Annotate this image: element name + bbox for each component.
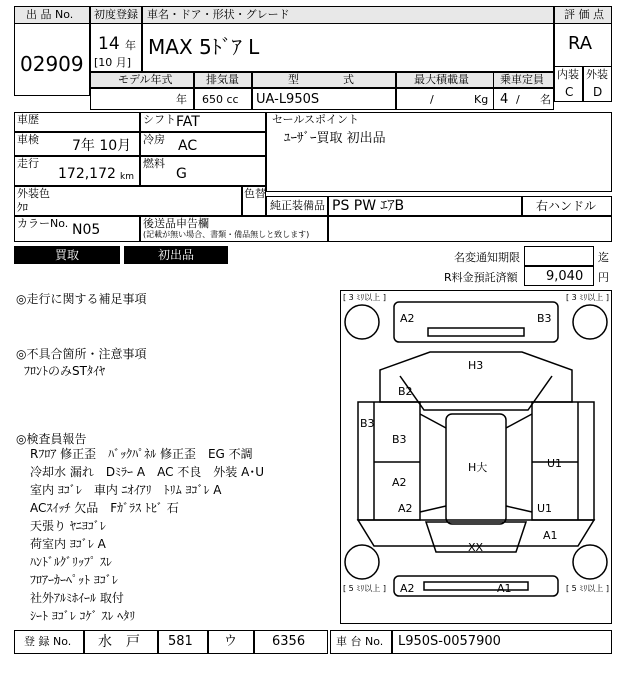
- damage-mark-front-bumper-left: A2: [400, 312, 415, 325]
- exterior-label: 外装: [586, 68, 608, 81]
- repaint-label: 色替: [244, 187, 266, 200]
- grade-score: RA: [568, 33, 593, 54]
- registration-year-unit: 年: [125, 39, 136, 52]
- recycle-label: R料金預託済額: [444, 271, 518, 284]
- fuel-value: G: [176, 166, 187, 182]
- driving-remarks-title: ◎走行に関する補足事項: [16, 292, 147, 306]
- steering-value: 右ハンドル: [536, 199, 597, 213]
- after-docs-extra: [328, 216, 612, 242]
- shift-label: シフト: [143, 113, 176, 126]
- shift-value: FAT: [176, 114, 200, 130]
- name-change-unit: 迄: [598, 251, 609, 264]
- inspector-line: 室内 ﾖｺﾞﾚ 車内 ﾆｵｲｱﾘ ﾄﾘﾑ ﾖｺﾞﾚ A: [30, 483, 222, 497]
- fuel-label: 燃料: [143, 157, 165, 170]
- damage-mark-left-rear-door: A2: [392, 476, 407, 489]
- inspection-value: 7年 10月: [72, 138, 132, 154]
- registration-number: 6356: [272, 634, 306, 649]
- inspector-line: 冷却水 漏れ Dﾐﾗｰ A AC 不良 外装 A･U: [30, 465, 265, 479]
- damage-mark-right-door: U1: [547, 457, 563, 470]
- equipment-value: PS PW ｴｱB: [332, 198, 405, 214]
- inspector-line: ｼｰﾄ ﾖｺﾞﾚ ｺｹﾞ ｽﾚ ﾍﾀﾘ: [30, 609, 136, 623]
- color-number-value: N05: [72, 222, 101, 238]
- defects-title: ◎不具合箇所・注意事項: [16, 347, 147, 361]
- inspector-title: ◎検査員報告: [16, 432, 87, 446]
- inspector-line: 荷室内 ﾖｺﾞﾚ A: [30, 537, 106, 551]
- defects-text: ﾌﾛﾝﾄのみSTﾀｲﾔ: [24, 364, 105, 378]
- front-right-tread: [ 3 ﾐﾘ以上 ]: [566, 293, 609, 302]
- ac-value: AC: [178, 138, 198, 154]
- inspector-line: ﾊﾝﾄﾞﾙｸﾞﾘｯﾌﾟ ｽﾚ: [30, 555, 112, 569]
- damage-mark-hood: H3: [468, 359, 484, 372]
- after-docs-note: (記載が無い場合、書類・備品無しと致します): [143, 230, 310, 239]
- inspector-line: 天張り ﾔﾆﾖｺﾞﾚ: [30, 519, 106, 533]
- damage-mark-left-front-door: B3: [392, 433, 407, 446]
- type-label: 型 式: [288, 73, 354, 86]
- exterior-grade: D: [593, 85, 603, 99]
- damage-mark-front-bumper-right: B3: [537, 312, 552, 325]
- chassis-label: 車 台 No.: [336, 635, 384, 648]
- car-diagram: [340, 290, 612, 624]
- damage-mark-roof: H大: [468, 461, 488, 474]
- color-label: 外装色: [17, 187, 50, 200]
- registration-class: 581: [168, 634, 193, 649]
- capacity-value: 4: [500, 92, 509, 107]
- inspector-line: 社外ｱﾙﾐﾎｲｰﾙ 取付: [30, 591, 124, 605]
- after-docs-label: 後送品申告欄: [143, 217, 209, 230]
- capacity-slash: /: [516, 93, 520, 106]
- rear-right-tread: [ 5 ﾐﾘ以上 ]: [566, 584, 609, 593]
- max-load-label: 最大積載量: [414, 73, 469, 86]
- mileage-unit: km: [120, 172, 134, 182]
- damage-mark-right-quarter: U1: [537, 502, 553, 515]
- lot-number: 02909: [20, 52, 84, 76]
- type-value: UA-L950S: [256, 92, 320, 107]
- car-name: MAX 5ﾄﾞｱ L: [148, 35, 260, 59]
- chassis-number: L950S-0057900: [398, 634, 501, 649]
- damage-mark-back-door: XX: [468, 541, 484, 554]
- damage-mark-left-front-door-edge: B3: [360, 417, 375, 430]
- mileage-value: 172,172: [58, 166, 116, 182]
- color-value: ｸﾛ: [17, 201, 28, 214]
- history-label: 車歴: [17, 113, 39, 126]
- displacement-value: 650 cc: [202, 93, 239, 106]
- damage-mark-rear-bumper-right: A1: [497, 582, 512, 595]
- damage-mark-left-quarter: A2: [398, 502, 413, 515]
- max-load-slash: /: [430, 93, 434, 106]
- grade-label: 評 価 点: [564, 8, 604, 21]
- registration-year: 14: [98, 34, 120, 54]
- rear-left-tread: [ 5 ﾐﾘ以上 ]: [343, 584, 386, 593]
- registration-month: [10 月]: [94, 56, 132, 69]
- recycle-unit: 円: [598, 271, 609, 284]
- capacity-unit: 名: [540, 93, 551, 106]
- damage-mark-left-fender: B2: [398, 385, 413, 398]
- registration-kana: ウ: [224, 634, 238, 649]
- model-year-unit: 年: [176, 93, 187, 106]
- displacement-label: 排気量: [206, 73, 239, 86]
- interior-grade: C: [565, 85, 574, 99]
- name-change-label: 名変通知期限: [454, 251, 520, 264]
- model-year-label: モデル年式: [118, 73, 173, 86]
- name-change-box: [524, 246, 594, 266]
- registration-city: 水 戸: [98, 634, 140, 650]
- damage-mark-rear-bumper-left: A2: [400, 582, 415, 595]
- front-left-tread: [ 3 ﾐﾘ以上 ]: [343, 293, 386, 302]
- color-number-label: カラーNo.: [17, 217, 69, 230]
- damage-mark-right-rear: A1: [543, 529, 558, 542]
- equipment-label: 純正装備品: [270, 199, 325, 212]
- first-listing-badge: 初出品: [124, 246, 228, 264]
- mileage-label: 走行: [17, 157, 39, 170]
- purchase-badge: 買取: [14, 246, 120, 264]
- recycle-fee: 9,040: [546, 269, 584, 284]
- car-name-label: 車名・ドア・形状・グレード: [147, 8, 290, 21]
- max-load-unit: Kg: [474, 93, 489, 106]
- lot-number-label: 出 品 No.: [26, 8, 74, 21]
- ac-label: 冷房: [143, 133, 165, 146]
- inspector-line: ﾌﾛｱｰｶｰﾍﾟｯﾄ ﾖｺﾞﾚ: [30, 573, 118, 587]
- inspection-label: 車検: [17, 133, 39, 146]
- interior-label: 内装: [557, 68, 579, 81]
- inspector-line: ACｽｲｯﾁ 欠品 Fｶﾞﾗｽ ﾄﾋﾞ 石: [30, 501, 179, 515]
- inspector-line: Rﾌﾛｱ 修正歪 ﾊﾞｯｸﾊﾟﾈﾙ 修正歪 EG 不調: [30, 447, 253, 461]
- sales-point-label: セールスポイント: [272, 113, 360, 126]
- registration-label: 登 録 No.: [24, 635, 72, 648]
- capacity-label: 乗車定員: [500, 73, 544, 86]
- sales-point-text: ﾕｰｻﾞｰ買取 初出品: [284, 131, 386, 146]
- first-registration-label: 初度登録: [94, 8, 138, 21]
